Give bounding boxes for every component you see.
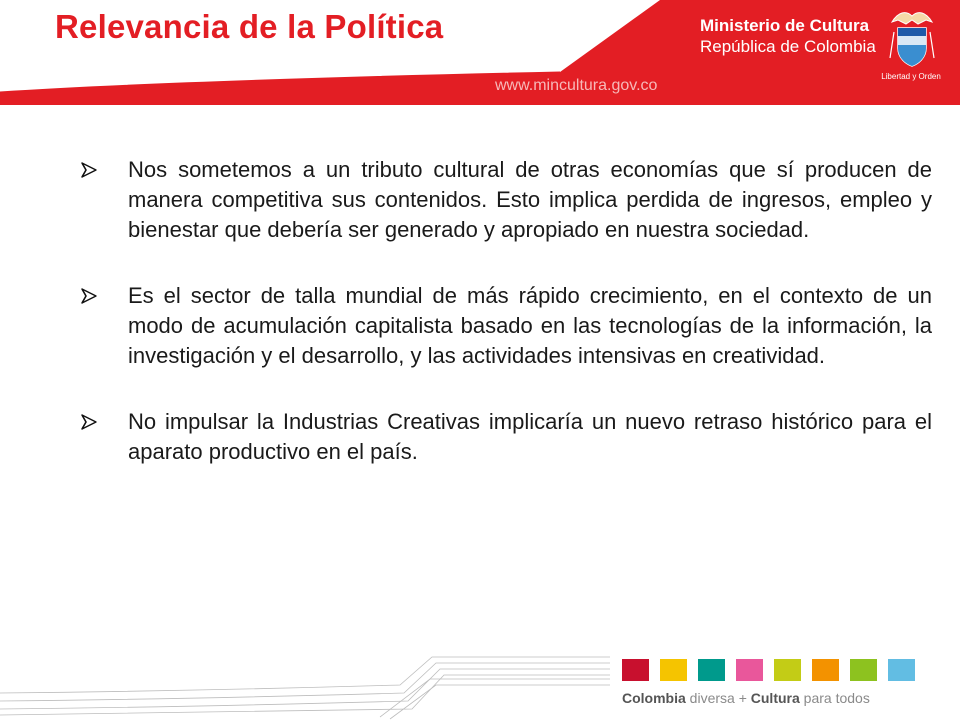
color-swatch xyxy=(736,659,763,681)
bullet-list xyxy=(80,155,932,503)
bullet-text: No impulsar la Industrias Creativas implicaría un nuevo retraso histórico para el aparato productivo en el país. xyxy=(128,409,932,464)
republic-name: República de Colombia xyxy=(700,37,876,56)
list-item xyxy=(80,155,932,245)
bullet-text: Nos sometemos a un tributo cultural de otras economías que sí producen de manera competitiva sus contenidos. Esto implica perdida de ingresos, empleo y bienestar que debería ser generado y apropiado en nuestra sociedad. xyxy=(128,157,932,242)
color-swatch xyxy=(698,659,725,681)
bullet-text: Es el sector de talla mundial de más rápido crecimiento, en el contexto de un modo de acumulación capitalista basado en las tecnologías de la información, la investigación y el desarrollo, y las actividades intensivas en creatividad. xyxy=(128,283,932,368)
arrow-bullet-icon xyxy=(80,413,98,431)
color-swatch xyxy=(622,659,649,681)
list-item xyxy=(80,407,932,467)
tagline-diversa: diversa + xyxy=(685,690,751,706)
page-title: Relevancia de la Política xyxy=(55,8,444,45)
footer-tagline xyxy=(622,690,870,706)
motto: Libertad y Orden xyxy=(881,72,941,81)
arrow-bullet-icon xyxy=(80,287,98,305)
colombia-coat-of-arms-icon xyxy=(888,8,936,70)
color-swatch xyxy=(660,659,687,681)
tagline-cultura: Cultura xyxy=(750,690,800,706)
ministry-name: Ministerio de Cultura xyxy=(700,16,870,35)
color-swatches xyxy=(622,659,915,681)
color-swatch xyxy=(812,659,839,681)
website-link[interactable]: www.mincultura.gov.co xyxy=(495,77,658,94)
color-swatch xyxy=(850,659,877,681)
list-item xyxy=(80,281,932,371)
color-swatch xyxy=(888,659,915,681)
arrow-bullet-icon xyxy=(80,161,98,179)
tagline-colombia: Colombia xyxy=(622,690,686,706)
ministry-logo-text xyxy=(700,15,876,57)
color-swatch xyxy=(774,659,801,681)
tagline-para-todos: para todos xyxy=(799,690,870,706)
